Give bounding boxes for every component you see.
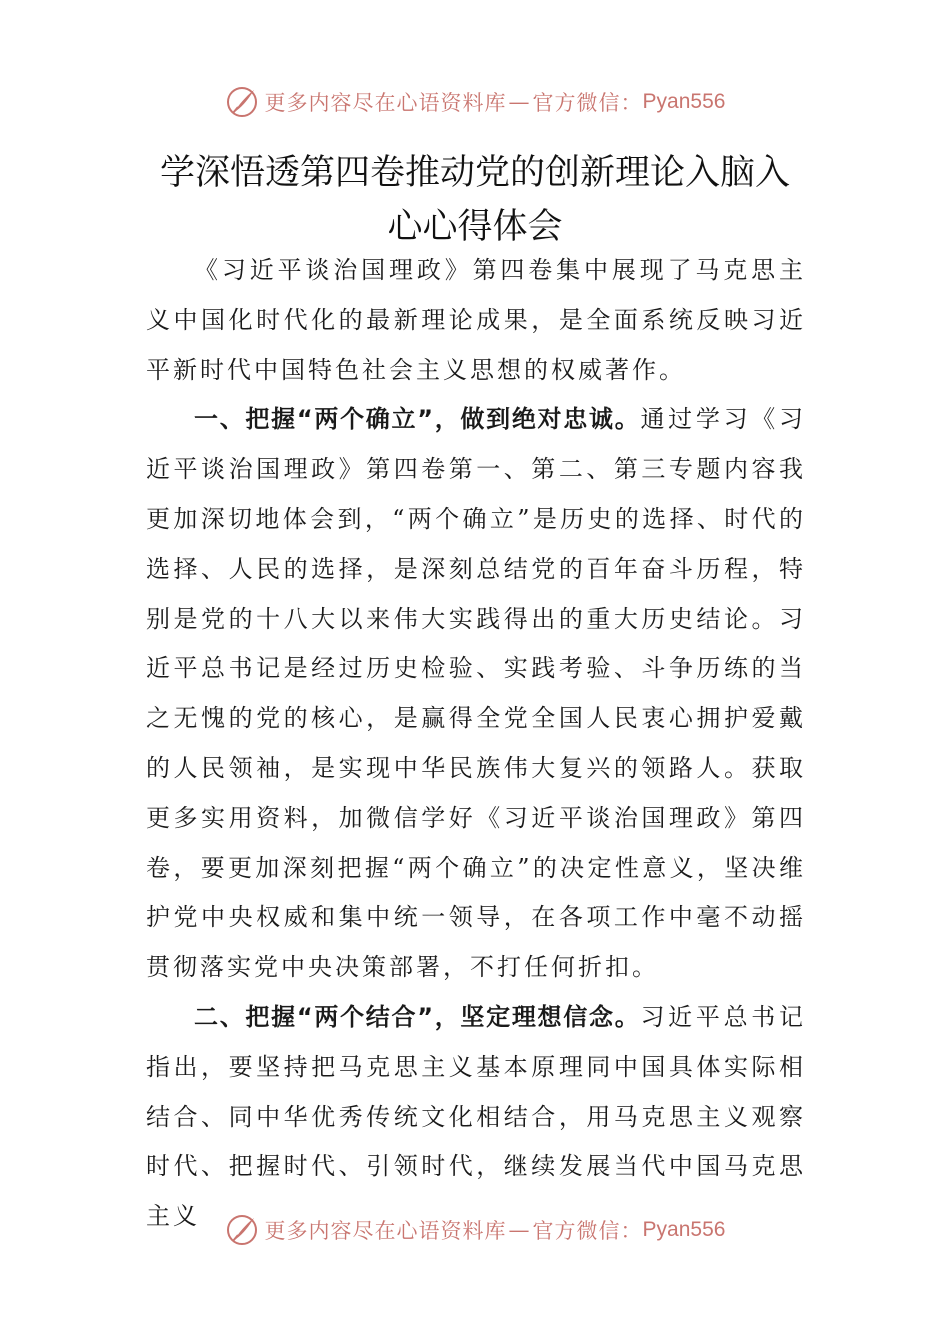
watermark-text: 更多内容尽在心语资料库: [264, 1219, 507, 1243]
watermark-label: 官方微信：: [532, 91, 643, 115]
section-2-paragraph: [146, 993, 806, 1242]
title-line-1: 学深悟透第四卷推动党的创新理论入脑入: [159, 153, 790, 193]
section-1-paragraph: [146, 395, 806, 993]
watermark-label: 官方微信：: [532, 1219, 643, 1243]
document-title: [100, 146, 850, 254]
watermark-header: [0, 82, 950, 122]
quill-logo-icon: [225, 85, 259, 119]
title-line-2: 心心得体会: [387, 207, 563, 247]
watermark-separator: —: [508, 1218, 531, 1242]
watermark-wechat-id: Pyan556: [642, 90, 726, 113]
watermark-text: 更多内容尽在心语资料库: [264, 91, 507, 115]
watermark-wechat-id: Pyan556: [642, 1218, 726, 1241]
section-1-heading: 一、把握“两个确立”，做到绝对忠诚。: [194, 405, 641, 434]
section-1-text: 通过学习《习近平谈治国理政》第四卷第一、第二、第三专题内容我更加深切地体会到，“两个确立”是历史的选择、时代的选择、人民的选择，是深刻总结党的百年奋斗历程，特别是党的十八大以来伟大实践得出的重大历史结论。习近平总书记是经过历史检验、实践考验、斗争历练的当之无愧的党的核心，是赢得全党全国人民衷心拥护爱戴的人民领袖，是实现中华民族伟大复兴的领路人。获取更多实用资料，加微信学好《习近平谈治国理政》第四卷，要更加深刻把握“两个确立”的决定性意义，坚决维护党中央权威和集中统一领导，在各项工作中毫不动摇贯彻落实党中央决策部署，不打任何折扣。: [146, 405, 807, 982]
section-2-text: 习近平总书记指出，要坚持把马克思主义基本原理同中国具体实际相结合、同中华优秀传统文化相结合，用马克思主义观察时代、把握时代、引领时代，继续发展当代中国马克思主义: [146, 1002, 807, 1231]
watermark-footer: [0, 1210, 950, 1250]
document-body: [146, 246, 806, 1242]
intro-paragraph: 《习近平谈治国理政》第四卷集中展现了马克思主义中国化时代化的最新理论成果，是全面系统反映习近平新时代中国特色社会主义思想的权威著作。: [146, 256, 806, 384]
watermark-separator: —: [508, 90, 531, 114]
section-2-heading: 二、把握“两个结合”，坚定理想信念。: [194, 1002, 641, 1031]
quill-logo-icon: [225, 1213, 259, 1247]
